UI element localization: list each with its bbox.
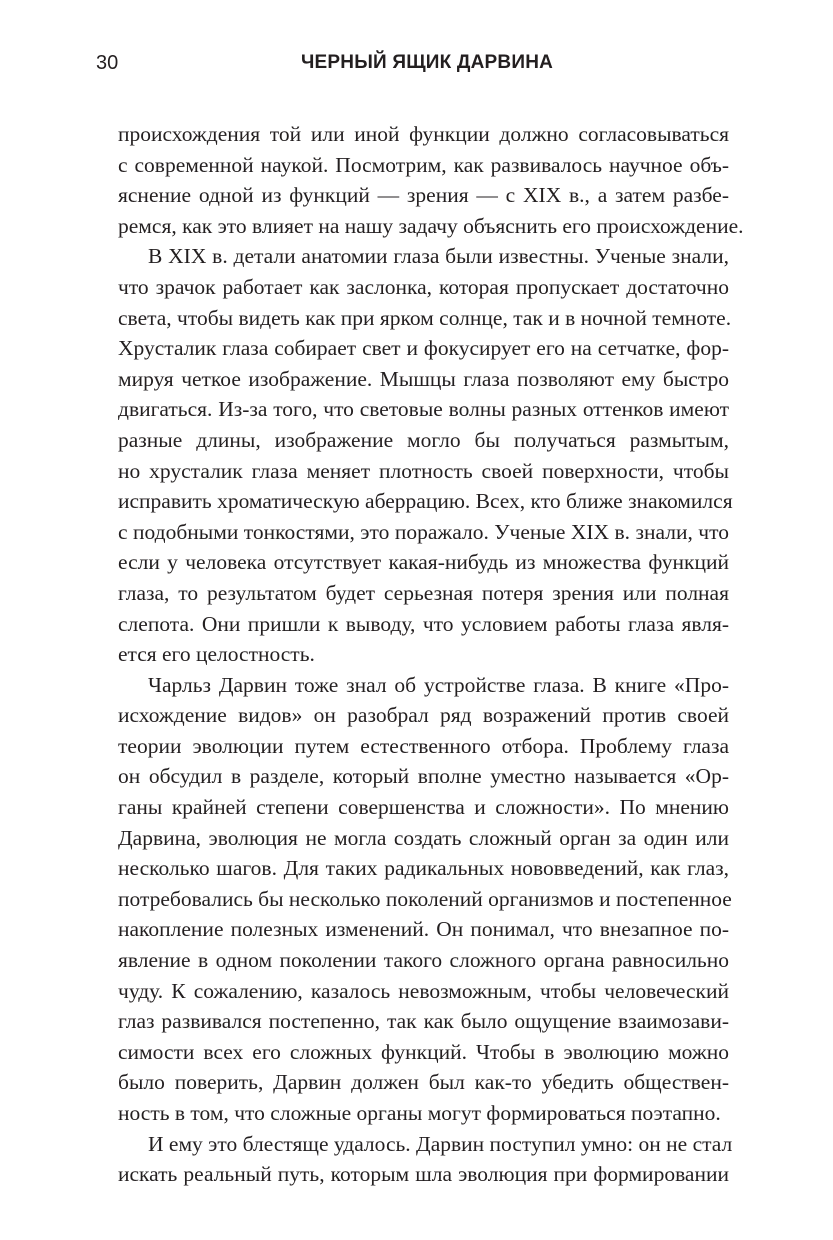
- text-line: если у человека отсутствует какая-нибудь из множества функций: [118, 550, 729, 575]
- text-line: с подобными тонкостями, это поражало. Ученые XIX в. знали, что: [118, 519, 729, 544]
- text-line: исправить хроматическую аберрацию. Всех, кто ближе знакомился: [118, 489, 733, 514]
- text-line: было поверить, Дарвин должен был как-то убедить обществен-: [118, 1070, 729, 1095]
- text-line: он обсудил в разделе, который вполне уместно называется «Ор-: [118, 764, 729, 789]
- text-line: чуду. К сожалению, казалось невозможным, чтобы человеческий: [118, 978, 729, 1003]
- text-line: теории эволюции путем естественного отбора. Проблему глаза: [118, 733, 729, 758]
- page-header: [96, 52, 736, 80]
- text-line: ность в том, что сложные органы могут формироваться поэтапно.: [118, 1101, 721, 1125]
- page-number: 30: [96, 52, 119, 74]
- text-line: света, чтобы видеть как при ярком солнце, так и в ночной темноте.: [118, 305, 732, 330]
- text-line: Чарльз Дарвин тоже знал об устройстве глаза. В книге «Про-: [148, 672, 729, 697]
- text-line: Дарвина, эволюция не могла создать сложный орган за один или: [118, 825, 729, 850]
- text-line: мируя четкое изображение. Мышцы глаза позволяют ему быстро: [118, 366, 729, 391]
- text-line: симости всех его сложных функций. Чтобы в эволюцию можно: [118, 1039, 729, 1064]
- text-line: исхождение видов» он разобрал ряд возражений против своей: [118, 703, 729, 728]
- text-line: потребовались бы несколько поколений организмов и постепенное: [118, 886, 732, 911]
- text-line: ремся, как это влияет на нашу задачу объяснить его происхождение.: [118, 213, 744, 238]
- text-line: но хрусталик глаза меняет плотность своей поверхности, чтобы: [118, 458, 729, 483]
- text-line: В XIX в. детали анатомии глаза были известны. Ученые знали,: [148, 244, 729, 269]
- text-line: ется его целостность.: [118, 642, 315, 667]
- text-line: яснение одной из функций — зрения — с XIX в., а затем разбе-: [118, 183, 729, 208]
- text-line: Хрусталик глаза собирает свет и фокусирует его на сетчатке, фор-: [118, 336, 729, 361]
- body-text: [118, 119, 744, 1190]
- text-line: несколько шагов. Для таких радикальных нововведений, как глаз,: [118, 856, 729, 881]
- text-line: двигаться. Из-за того, что световые волны разных оттенков имеют: [118, 397, 729, 422]
- text-line: И ему это блестяще удалось. Дарвин поступил умно: он не стал: [148, 1131, 733, 1156]
- text-line: что зрачок работает как заслонка, которая пропускает достаточно: [118, 274, 729, 299]
- text-line: глаза, то результатом будет серьезная потеря зрения или полная: [118, 580, 729, 605]
- text-line: происхождения той или иной функции должно согласовываться: [118, 122, 729, 146]
- text-line: ганы крайней степени совершенства и сложности». По мнению: [118, 795, 729, 820]
- text-line: накопление полезных изменений. Он понимал, что внезапное по-: [118, 917, 729, 942]
- text-line: глаз развивался постепенно, так как было ощущение взаимозави-: [118, 1009, 729, 1034]
- running-title: ЧЕРНЫЙ ЯЩИК ДАРВИНА: [301, 52, 554, 73]
- text-line: явление в одном поколении такого сложного органа равносильно: [118, 948, 729, 973]
- text-line: с современной наукой. Посмотрим, как развивалось научное объ-: [118, 152, 729, 177]
- text-line: слепота. Они пришли к выводу, что условием работы глаза явля-: [118, 611, 729, 636]
- text-line: искать реальный путь, которым шла эволюция при формировании: [118, 1162, 729, 1187]
- text-line: разные длины, изображение могло бы получаться размытым,: [118, 427, 729, 452]
